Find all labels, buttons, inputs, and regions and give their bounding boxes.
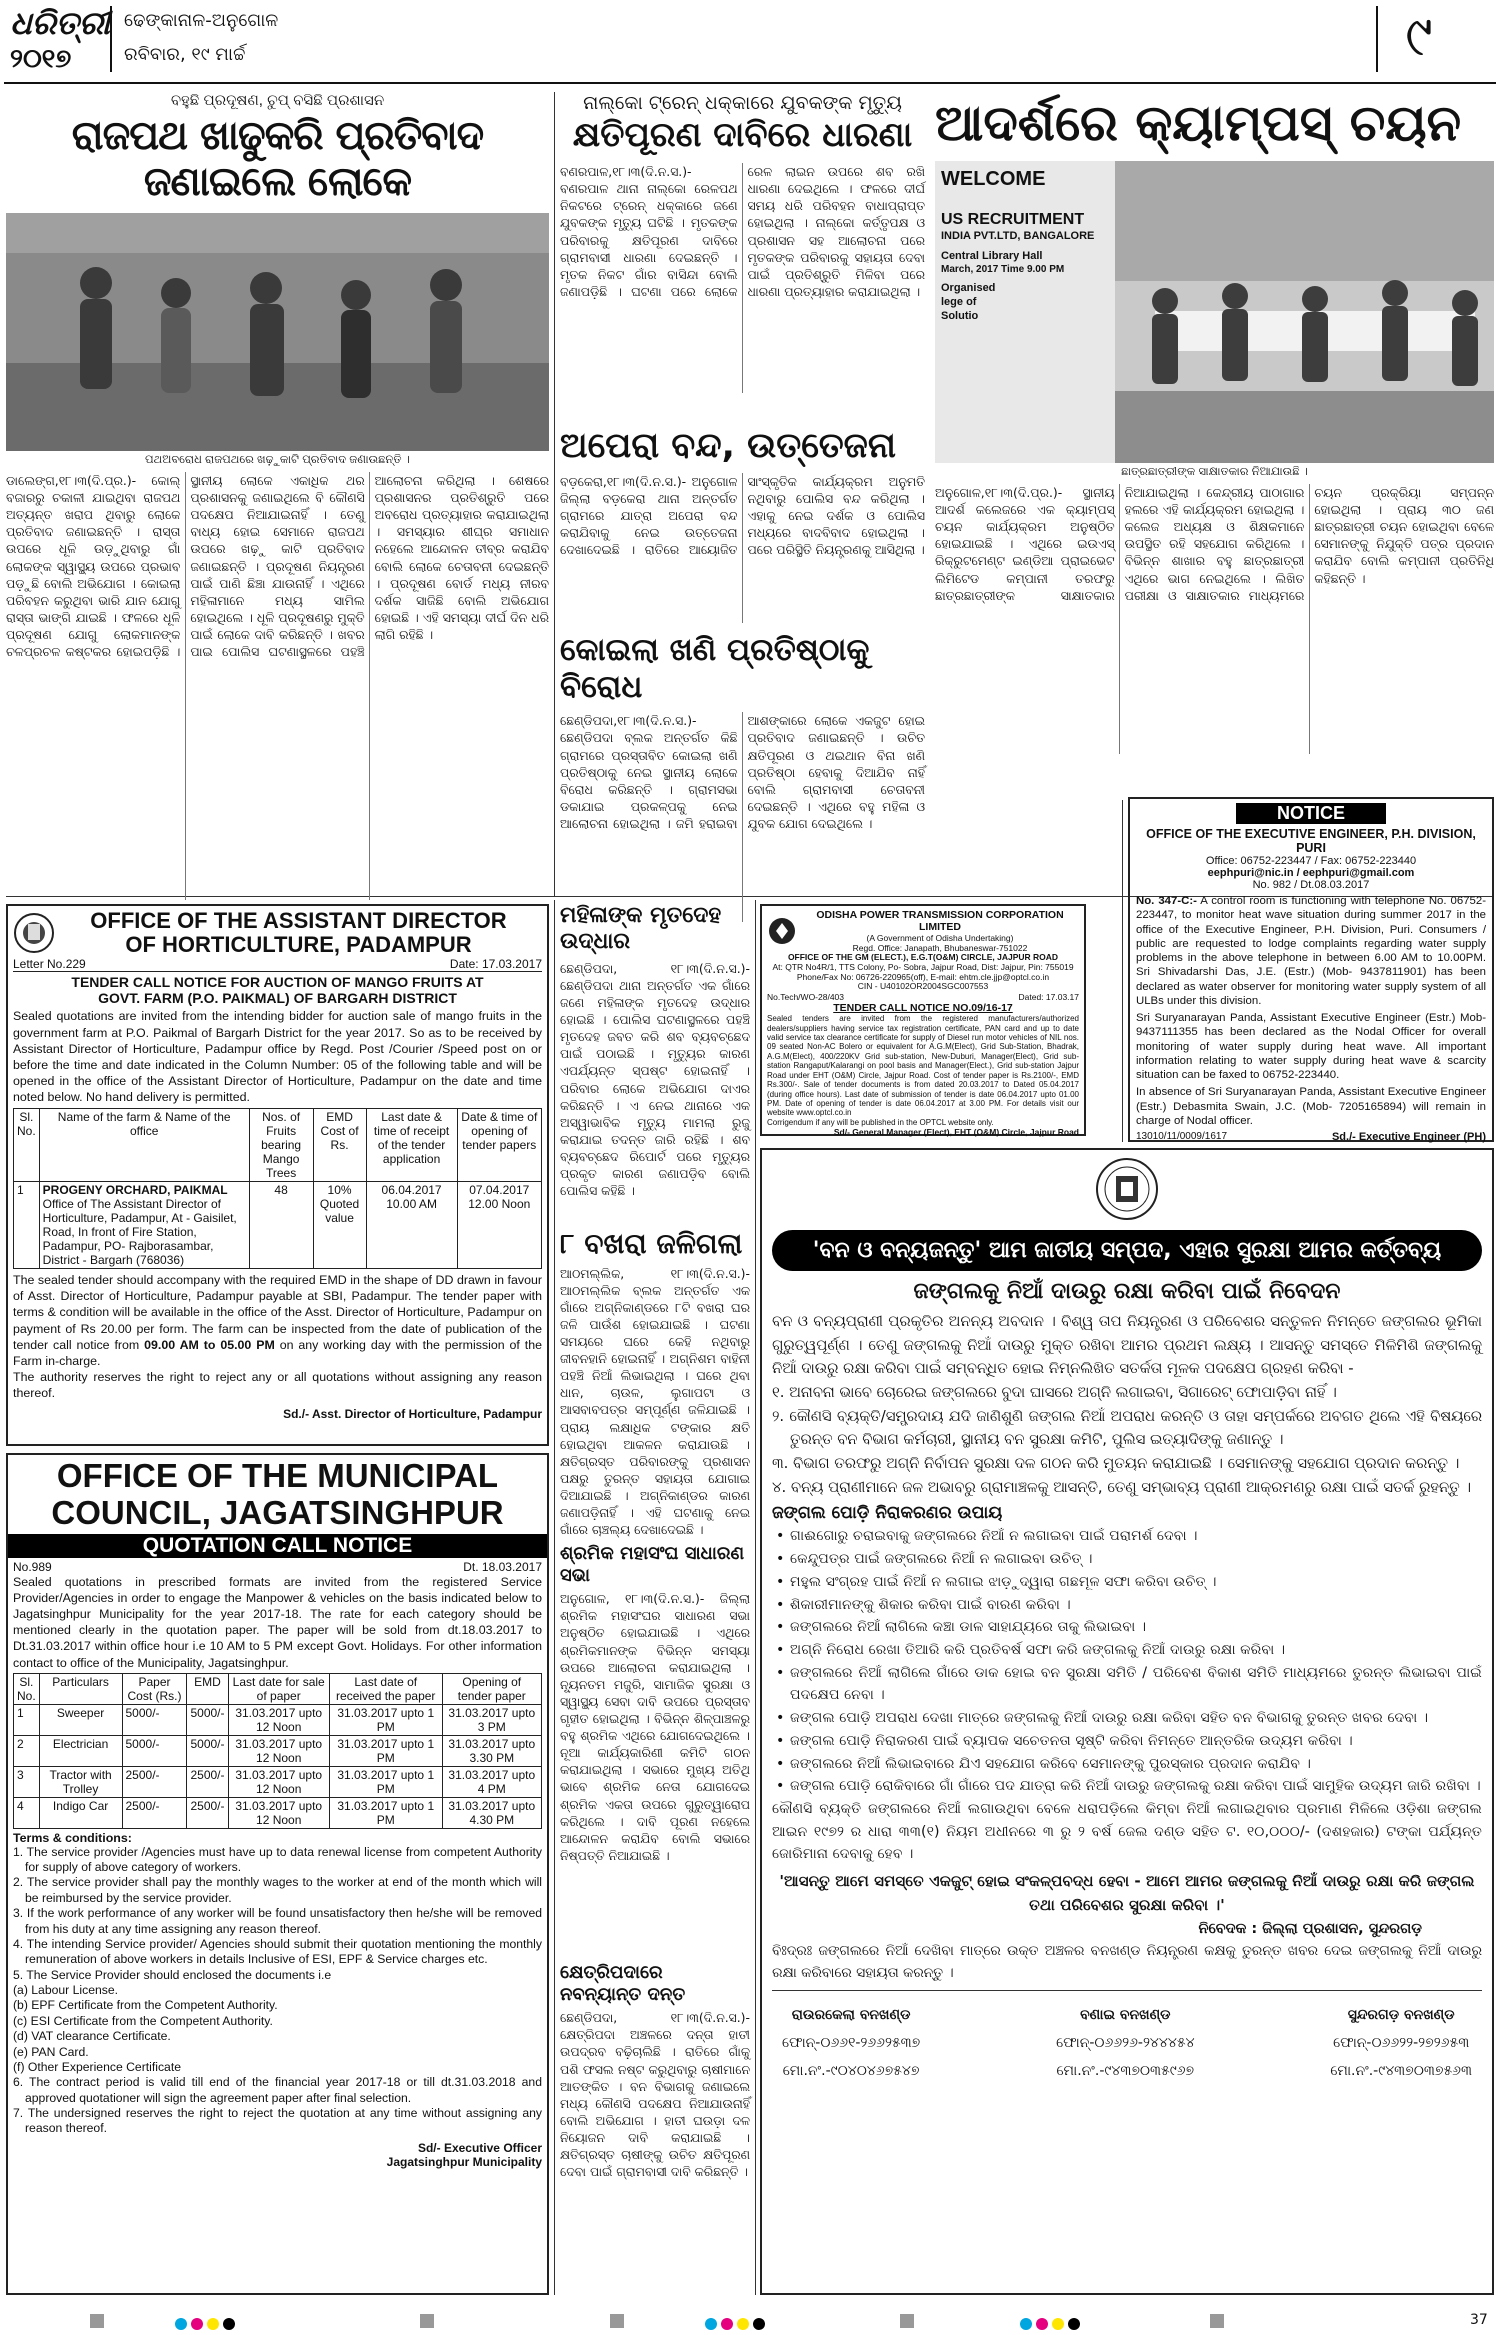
story3-body: ବଡ଼କେରା,୧୮।୩(ଦି.ନ.ସ.)- ଅନୁଗୋଳ ଜିଲ୍ଲା ବଡ଼କେରା ଥାନା ଅନ୍ତର୍ଗତ ଗ୍ରାମରେ ଯାତ୍ରା ଅପେରା ବନ୍ଦ କରାଯିବାକୁ ନେଇ ଉତ୍ତେଜନା ଦେଖାଦେଇଛି । ରାତିରେ ଆୟୋଜିତ ସାଂସ୍କୃତିକ କାର୍ଯ୍ୟକ୍ରମ ଅନୁମତି ନଥିବାରୁ ପୋଲିସ ବନ୍ଦ କରିଥିଲା । ଏହାକୁ ନେଇ ଦର୍ଶକ ଓ ପୋଲିସ ମଧ୍ୟରେ ବାଦବିବାଦ ହୋଇଥିଲା । ପରେ ପରିସ୍ଥିତି ନିୟନ୍ତ୍ରଣକୁ ଆସିଥିଲା ।	[560, 474, 925, 558]
muni-cell: 2500/-	[122, 1797, 187, 1828]
forest-ad-divisions	[772, 2001, 1482, 2085]
story4-headline: କୋଇଲା ଖଣି ପ୍ରତିଷ୍ଠାକୁ ବିରୋଧ	[560, 632, 870, 706]
muni-th-opening: Opening of tender paper	[442, 1673, 541, 1704]
forest-measure	[772, 1616, 1482, 1639]
yellow-swatch	[207, 2318, 219, 2330]
forest-measure-text: ଜଙ୍ଗଲରେ ନିଆଁ ଲାଗିଲେ କଞ୍ଚା ଡାଳ ସାହାଯ୍ୟରେ ତାକୁ ଲିଭାଇବା ।	[790, 1619, 1147, 1636]
terms-item: 1. The service provider /Agencies must have up to data renewal license from competent Authority for supply of above category of workers.	[13, 1844, 542, 1875]
forest-measure	[772, 1775, 1482, 1798]
optcl-signature: Sd/- General Manager (Elect), EHT (O&M) Circle, Jajpur Road	[833, 1126, 1079, 1137]
muni-cell: 31.03.2017 upto 3.30 PM	[442, 1735, 541, 1766]
story-coal-mine-protest	[560, 632, 925, 894]
terms-item: (d) VAT clearance Certificate.	[13, 2029, 171, 2044]
story1-caption: ପଥଅବରୋଧ ରାଜପଥରେ ଖଢ଼ୁକାଟି ପ୍ରତିବାଦ ଜଣାଉଛନ୍ତି ।	[145, 454, 410, 466]
muni-cell: 4	[14, 1797, 40, 1828]
muni-cell: 31.03.2017 upto 4 PM	[442, 1766, 541, 1797]
terms-item: 5. The Service Provider should enclosed the documents i.e	[13, 1967, 332, 1982]
horti-th-lastdate: Last date & time of receipt of the tender application	[366, 1109, 457, 1182]
story-labour-union-meeting	[560, 1543, 750, 1953]
story5-caption: ଛାତ୍ରଛାତ୍ରୀଙ୍କ ସାକ୍ଷାତକାର ନିଆଯାଉଛି ।	[1121, 466, 1308, 478]
campus-banner-company: INDIA PVT.LTD, BANGALORE	[941, 230, 1095, 242]
forest-ad-subtitle: ଜଙ୍ଗଲକୁ ନିଆଁ ଦାଉରୁ ରକ୍ଷା କରିବା ପାଇଁ ନିବେଦନ	[913, 1279, 1341, 1304]
forest-measure-text: ଜଙ୍ଗଲ ପୋଡ଼ି ରୋକିବାରେ ଗାଁ ଗାଁରେ ପଦ ଯାତ୍ରା କରି ନିଆଁ ଦାଉରୁ ଜଙ୍ଗଲକୁ ରକ୍ଷା କରିବା ପାଇଁ ସାମୁହିକ ଉଦ୍ୟମ ଜାରି ରଖିବା ।	[790, 1778, 1481, 1795]
forest-measure	[772, 1594, 1482, 1617]
division-phone: ଫୋନ୍-୦୬୬୨୬-୨୪୪୪୫୪	[1056, 2035, 1195, 2052]
bullet-icon: •	[776, 1778, 785, 1795]
terms-item: 3. If the work performance of any worker will be found unsatisfactory then he/she will be removed from his duty at any time assigning any reason thereof.	[13, 1906, 542, 1936]
notice-horti-title-line1: OFFICE OF THE ASSISTANT DIRECTOR	[90, 908, 507, 933]
print-registration-marks	[0, 2300, 1500, 2335]
story5-body: ଅନୁଗୋଳ,୧୮।୩(ଦି.ପ୍ର.)- ସ୍ଥାନୀୟ ଆଦର୍ଶ କଲେଜରେ ଏକ କ୍ୟାମ୍ପସ୍ ଚୟନ କାର୍ଯ୍ୟକ୍ରମ ଅନୁଷ୍ଠିତ ହୋଇଯାଇଛି । ଏଥିରେ ଇଉଏସ୍ ରିକ୍ରୁଟମେଣ୍ଟ ଇଣ୍ଡିଆ ପ୍ରାଇଭେଟ ଲିମିଟେଡ କମ୍ପାନୀ ତରଫରୁ ଛାତ୍ରଛାତ୍ରୀଙ୍କ ସାକ୍ଷାତକାର ନିଆଯାଇଥିଲା । କେନ୍ଦ୍ରୀୟ ପାଠାଗାର ହଲରେ ଏହି କାର୍ଯ୍ୟକ୍ରମ ହୋଇଥିଲା । କଲେଜ ଅଧ୍ୟକ୍ଷ ଓ ଶିକ୍ଷକମାନେ ଉପସ୍ଥିତ ରହି ସହଯୋଗ କରିଥିଲେ । ବିଭିନ୍ନ ଶାଖାର ବହୁ ଛାତ୍ରଛାତ୍ରୀ ଏଥିରେ ଭାଗ ନେଇଥିଲେ । ଲିଖିତ ପରୀକ୍ଷା ଓ ସାକ୍ଷାତକାର ମାଧ୍ୟମରେ ଚୟନ ପ୍ରକ୍ରିୟା ସମ୍ପନ୍ନ ହୋଇଥିଲା । ପ୍ରାୟ ୩୦ ଜଣ ଛାତ୍ରଛାତ୍ରୀ ଚୟନ ହୋଇଥିବା ବେଳେ ସେମାନଙ୍କୁ ନିଯୁକ୍ତି ପତ୍ର ପ୍ରଦାନ କରାଯିବ ବୋଲି କମ୍ପାନୀ ପ୍ରତିନିଧି କହିଛନ୍ତି ।	[935, 485, 1494, 603]
division-mobile: ମୋ.ନଂ.-୯୪୩୭୦୩୭୫୬୩	[1330, 2063, 1472, 2080]
division-sundargarh	[1330, 2001, 1472, 2085]
notice-municipal-table	[13, 1673, 542, 1829]
muni-cell: 31.03.2017 upto 1 PM	[329, 1735, 442, 1766]
notice-puri-body3: In absence of Sri Suryanarayan Panda, Assistant Executive Engineer (Estr.) Debasmita Swain, J.C. (Mob- 7205165894) will remain in charge of Nodal officer.	[1136, 1086, 1486, 1127]
grey-block	[420, 2314, 434, 2328]
muni-cell: 1	[14, 1704, 40, 1735]
optcl-tech-no: No.Tech/WO-28/403	[767, 992, 845, 1003]
forest-ad-issuer: ନିବେଦକ : ଜିଲ୍ଲା ପ୍ରଶାସନ, ସୁନ୍ଦରଗଡ଼	[1198, 1921, 1422, 1938]
grey-block	[900, 2314, 914, 2328]
optcl-title: ODISHA POWER TRANSMISSION CORPORATION LIMITED	[816, 909, 1064, 933]
table-row	[14, 1182, 542, 1269]
story2-body: ବଣରପାଳ,୧୮।୩(ଦି.ନ.ସ.)- ବଣରପାଳ ଥାନା ନାଲ୍‌କୋ ରେଳପଥ ନିକଟରେ ଟ୍ରେନ୍ ଧକ୍କାରେ ଜଣେ ଯୁବକଙ୍କ ମୃତ୍ୟୁ ଘଟିଛି । ମୃତକଙ୍କ ପରିବାରକୁ କ୍ଷତିପୂରଣ ଦାବିରେ ଗ୍ରାମବାସୀ ଧାରଣା ଦେଇଛନ୍ତି । ମୃତକ ନିକଟ ଗାଁର ବାସିନ୍ଦା ବୋଲି ଜଣାପଡ଼ିଛି । ଘଟଣା ପରେ ଲୋକେ ରେଳ ଲାଇନ ଉପରେ ଶବ ରଖି ଧାରଣା ଦେଇଥିଲେ । ଫଳରେ ଦୀର୍ଘ ସମୟ ଧରି ପରିବହନ ବାଧାପ୍ରାପ୍ତ ହୋଇଥିଲା । ନାଲ୍‌କୋ କର୍ତ୍ତୃପକ୍ଷ ଓ ପ୍ରଶାସନ ସହ ଆଲୋଚନା ପରେ ମୃତକଙ୍କ ପରିବାରକୁ ସହାୟତା ଦେବା ପାଇଁ ପ୍ରତିଶ୍ରୁତି ମିଳିବା ପରେ ଧାରଣା ପ୍ରତ୍ୟାହାର କରାଯାଇଥିଲା ।	[560, 164, 925, 299]
notice-puri-title: NOTICE	[1236, 803, 1386, 824]
story1-kicker: ବହୁଛି ପ୍ରଦୂଷଣ, ଚୁପ୍ ବସିଛି ପ୍ରଶାସନ	[170, 92, 385, 109]
notice-municipal-title-line2: COUNCIL, JAGATSINGHPUR	[51, 1493, 504, 1531]
division-phone: ଫୋନ୍-୦୬୬୧-୨୬୬୨୫୩୭	[782, 2035, 921, 2052]
notice-horti-body2: The sealed tender should accompany with the required EMD in the shape of DD drawn in favour of Asst. Director of Horticulture, Padampur payable at SBI, Padampur. The tender paper with terms & condition will be available in the office of the Asst. Director of Horticulture, Padampur on payment of Rs 20.00 per form. The farm can be inspected from the date of publication of the tender call notice from	[13, 1273, 542, 1352]
muni-cell: Tractor with Trolley	[39, 1766, 122, 1797]
bullet-icon: •	[776, 1755, 785, 1772]
table-row	[14, 1704, 542, 1735]
muni-th-particulars: Particulars	[39, 1673, 122, 1704]
story9-headline: କ୍ଷେତ୍ରିପଦାରେ ନବନ୍ୟାନ୍ତ ଦନ୍ତ	[560, 1962, 686, 2005]
campus-banner-time: March, 2017 Time 9.00 PM	[941, 263, 1065, 275]
bullet-icon: •	[776, 1573, 785, 1590]
bullet-icon: •	[776, 1528, 785, 1545]
campus-banner-organised: Organised	[941, 282, 996, 294]
forest-ad-legal: କୌଣସି ବ୍ୟକ୍ତି ଜଙ୍ଗଲରେ ନିଆଁ ଲଗାଉଥିବା ବେଳେ ଧରାପଡ଼ିଲେ କିମ୍ବା ନିଆଁ ଲଗାଇଥିବାର ପ୍ରମାଣ ମିଳିଲେ ଓଡ଼ିଶା ଜଙ୍ଗଲ ଆଇନ ୧୯୭୨ ର ଧାରା ୩୩(୧) ନିୟମ ଅଧୀନରେ ୩ ରୁ ୨ ବର୍ଷ ଜେଲ ଦଣ୍ଡ ସହିତ ଟ. ୧୦,୦୦୦/- (ଦଶହଜାର) ଟଙ୍କା ପର୍ଯ୍ୟନ୍ତ ଜୋରିମାନା ଦେବାକୁ ହେବ ।	[772, 1801, 1482, 1863]
forest-measure	[772, 1730, 1482, 1753]
forest-measure-text: ଜଙ୍ଗଲରେ ନିଆଁ ଲିଭାଇବାରେ ଯିଏ ସହଯୋଗ କରିବେ ସେମାନଙ୍କୁ ପୁରସ୍କାର ପ୍ରଦାନ କରାଯିବ ।	[790, 1755, 1311, 1772]
forest-measure	[772, 1548, 1482, 1571]
muni-cell: Electrician	[39, 1735, 122, 1766]
notice-municipal-terms-title: Terms & conditions:	[13, 1830, 132, 1845]
notice-horti-letter-no: Letter No.229	[13, 957, 86, 972]
muni-cell: Indigo Car	[39, 1797, 122, 1828]
horti-th-emd: EMD Cost of Rs.	[313, 1109, 366, 1182]
muni-cell: 2	[14, 1735, 40, 1766]
table-row	[14, 1735, 542, 1766]
masthead-edition: ଢେଙ୍କାନାଳ-ଅନୁଗୋଳ	[124, 10, 279, 31]
bullet-icon: •	[776, 1551, 785, 1568]
notice-horti-date: Date: 17.03.2017	[449, 957, 542, 972]
horti-farm-office: Office of The Assistant Director of Horticulture, Padampur, At - Gaisilet, Road, In front of Fire Station, Padampur, PO- Rajborasambar, District - Bargarh (768036)	[42, 1197, 237, 1268]
masthead-logo-sub: ୨୦୧୭	[10, 44, 72, 74]
forest-measure	[772, 1662, 1482, 1707]
optcl-cin: CIN - U40102OR2004SGC007553	[857, 981, 989, 992]
optcl-line3: Regd. Office: Janapath, Bhubaneswar-751022	[852, 943, 1028, 953]
forest-ad-measures-title: ଜଙ୍ଗଲ ପୋଡ଼ି ନିରାକରଣର ଉପାୟ	[772, 1503, 1003, 1524]
muni-cell: Sweeper	[39, 1704, 122, 1735]
black-swatch	[1068, 2318, 1080, 2330]
muni-th-received: Last date of received the paper	[329, 1673, 442, 1704]
notice-municipal-title-line1: OFFICE OF THE MUNICIPAL	[56, 1457, 499, 1494]
optcl-phone: Phone/Fax No: 06726-220965(off), E-mail: ehtm.cle.jjp@optcl.co.in	[796, 971, 1050, 982]
story-woman-body-recovered	[560, 903, 750, 1203]
story1-headline: ରାଜପଥ ଖାଢୁକରି ପ୍ରତିବାଦ ଜଣାଇଲେ ଲୋକେ	[71, 113, 484, 205]
bullet-icon: •	[776, 1619, 785, 1636]
muni-cell: 31.03.2017 upto 4.30 PM	[442, 1797, 541, 1828]
muni-cell: 31.03.2017 upto 12 Noon	[228, 1797, 329, 1828]
forest-point: ୪. ବନ୍ୟ ପ୍ରାଣୀମାନେ ଜଳ ଅଭାବରୁ ଗ୍ରାମାଞ୍ଚଳକୁ ଆସନ୍ତି, ତେଣୁ ସମ୍ଭାବ୍ୟ ପ୍ରାଣୀ ଆକ୍ରମଣରୁ ରକ୍ଷା ପାଇଁ ସତର୍କ ରୁହନ୍ତୁ ।	[772, 1478, 1472, 1496]
forest-ad-intro: ବନ ଓ ବନ୍ୟପ୍ରାଣୀ ପ୍ରକୃତିର ଅନନ୍ୟ ଅବଦାନ । ବିଶ୍ୱ ତାପ ନିୟନ୍ତ୍ରଣ ଓ ପରିବେଶର ସନ୍ତୁଳନ ନିମନ୍ତେ ଜଙ୍ଗଲର ଭୂମିକା ଗୁରୁତ୍ୱପୂର୍ଣ୍ଣ । ତେଣୁ ଜଙ୍ଗଲକୁ ନିଆଁ ଦାଉରୁ ମୁକ୍ତ ରଖିବା ଆମର ପ୍ରଥମ ଲକ୍ଷ୍ୟ । ଆସନ୍ତୁ ସମସ୍ତେ ମିଳିମିଶି ଜଙ୍ଗଲକୁ ନିଆଁ ଦାଉରୁ ରକ୍ଷା କରିବା ପାଇଁ ସମ୍ବନ୍ଧିତ ହୋଇ ନିମ୍ନଲିଖିତ ସତର୍କତା ମୂଳକ ପଦକ୍ଷେପ ଗ୍ରହଣ କରିବା -	[772, 1313, 1482, 1378]
notice-municipal-banner: QUOTATION CALL NOTICE	[8, 1534, 547, 1558]
story7-body: ଆଠମଲ୍ଲିକ, ୧୮।୩(ଦି.ନ.ସ.)- ଆଠମଲ୍ଲିକ ବ୍ଲକ ଅନ୍ତର୍ଗତ ଏକ ଗାଁରେ ଅଗ୍ନିକାଣ୍ଡରେ ୮ଟି ବଖରା ଘର ଜଳି ପାଉଁଶ ହୋଇଯାଇଛି । ଘଟଣା ସମୟରେ ଘରେ କେହି ନଥିବାରୁ ଜୀବନହାନି ହୋଇନାହିଁ । ଅଗ୍ନିଶମ ବାହିନୀ ପହଞ୍ଚି ନିଆଁ ଲିଭାଇଥିଲା । ଘରେ ଥିବା ଧାନ, ଚାଉଳ, ଲୁଗାପଟା ଓ ଆସବାବପତ୍ର ସମ୍ପୂର୍ଣ୍ଣ ଜଳିଯାଇଛି । ପ୍ରାୟ ଲକ୍ଷାଧିକ ଟଙ୍କାର କ୍ଷତି ହୋଇଥିବା ଆକଳନ କରାଯାଉଛି । କ୍ଷତିଗ୍ରସ୍ତ ପରିବାରଙ୍କୁ ପ୍ରଶାସନ ପକ୍ଷରୁ ତୁରନ୍ତ ସହାୟତା ଯୋଗାଇ ଦିଆଯାଇଛି । ଅଗ୍ନିକାଣ୍ଡର କାରଣ ଜଣାପଡ଼ିନାହିଁ । ଏହି ଘଟଣାକୁ ନେଇ ଗାଁରେ ଚାଞ୍ଚଲ୍ୟ ଦେଖାଦେଇଛି ।	[560, 1265, 750, 1538]
bullet-icon: •	[776, 1641, 785, 1658]
story-houses-burnt	[560, 1227, 750, 1537]
muni-cell: 3	[14, 1766, 40, 1797]
story1-body: ଡାଲେଙ୍ଗ,୧୮।୩(ଦି.ପ୍ର.)- କୋଲ୍ ବଜାରରୁ ଚକାଳୀ ଯାଇଥିବା ରାଜପଥ ଅତ୍ୟନ୍ତ ଖରାପ ଥିବାରୁ ଲୋକେ ପ୍ରତିବାଦ ଜଣାଇଛନ୍ତି । ରାସ୍ତା ଉପରେ ଧୂଳି ଉଡ଼ୁଥିବାରୁ ଗାଁ ଲୋକଙ୍କ ସ୍ୱାସ୍ଥ୍ୟ ଉପରେ ପ୍ରଭାବ ପଡ଼ୁଛି ବୋଲି ଅଭିଯୋଗ । କୋଇଲା ପରିବହନ କରୁଥିବା ଭାରି ଯାନ ଯୋଗୁ ରାସ୍ତା ଭାଙ୍ଗି ଯାଇଛି । ଫଳରେ ଧୂଳି ପ୍ରଦୂଷଣ ଯୋଗୁ ଲୋକମାନଙ୍କ ଚଳପ୍ରଚଳ କଷ୍ଟକର ହୋଇପଡ଼ିଛି । ସ୍ଥାନୀୟ ଲୋକେ ଏକାଧିକ ଥର ପ୍ରଶାସନକୁ ଜଣାଇଥିଲେ ବି କୌଣସି ପଦକ୍ଷେପ ନିଆଯାଇନାହିଁ । ତେଣୁ ବାଧ୍ୟ ହୋଇ ସେମାନେ ରାଜପଥ ଉପରେ ଖଢ଼ୁ କାଟି ପ୍ରତିବାଦ ଜଣାଇଛନ୍ତି । ପ୍ରଦୂଷଣ ନିୟନ୍ତ୍ରଣ ପାଇଁ ପାଣି ଛିଞ୍ଚା ଯାଉନାହିଁ । ଏଥିରେ ମହିଳାମାନେ ମଧ୍ୟ ସାମିଲ ହୋଇଥିଲେ । ଧୂଳି ପ୍ରଦୂଷଣରୁ ମୁକ୍ତି ପାଇଁ ଲୋକେ ଦାବି କରିଛନ୍ତି । ଖବର ପାଇ ପୋଲିସ ଘଟଣାସ୍ଥଳରେ ପହଞ୍ଚି ଆଲୋଚନା କରିଥିଲା । ଶେଷରେ ପ୍ରଶାସନର ପ୍ରତିଶ୍ରୁତି ପରେ ଅବରୋଧ ପ୍ରତ୍ୟାହାର କରାଯାଇଥିଲା । ସମସ୍ୟାର ଶୀଘ୍ର ସମାଧାନ ନହେଲେ ଆନ୍ଦୋଳନ ତୀବ୍ର କରାଯିବ ବୋଲି ଲୋକେ ଚେତାବନୀ ଦେଇଛନ୍ତି । ପ୍ରଦୂଷଣ ବୋର୍ଡ ମଧ୍ୟ ନୀରବ ଦର୍ଶକ ସାଜିଛି ବୋଲି ଅଭିଯୋଗ ହୋଇଛି । ଏହି ସମସ୍ୟା ଦୀର୍ଘ ଦିନ ଧରି ଲାଗି ରହିଛି ।	[6, 473, 549, 660]
forest-ad-points	[772, 1381, 1482, 1499]
magenta-swatch	[1036, 2318, 1048, 2330]
black-swatch	[753, 2318, 765, 2330]
magenta-swatch	[721, 2318, 733, 2330]
division-bonai	[1056, 2001, 1194, 2085]
horti-cell-lastdate: 06.04.2017 10.00 AM	[366, 1182, 457, 1269]
horti-cell-sl: 1	[14, 1182, 40, 1269]
grey-block	[1210, 2314, 1224, 2328]
forest-measure-text: ଶିକାରୀମାନଙ୍କୁ ଶିକାର କରିବା ପାଇଁ ବାରଣ କରିବା ।	[790, 1596, 1071, 1613]
notice-horti-subtitle-line1: TENDER CALL NOTICE FOR AUCTION OF MANGO FRUITS AT	[71, 974, 484, 991]
terms-item: 4. The intending Service provider/ Agencies should submit their quotation mentioning the monthly remuneration of above workers in details Inclusive of ESI, EPF & Service charges etc.	[13, 1936, 542, 1967]
cyan-swatch	[175, 2318, 187, 2330]
notice-puri-body1-lead: No. 347-C:-	[1136, 895, 1197, 907]
optcl-line2: (A Government of Odisha Undertaking)	[866, 933, 1014, 943]
yellow-swatch	[1052, 2318, 1064, 2330]
muni-cell: 31.03.2017 upto 1 PM	[329, 1704, 442, 1735]
protest-photo-illustration	[6, 213, 549, 451]
notice-horti-body1: Sealed quotations are invited from the intending bidder for auction sale of mango fruits in the government farm at P.O. Paikmal of Bargarh District for the year 2017. So as to be received by Assistant Director of Horticulture, Padampur office by Regd. Post /Courier /Speed post on or before the time and date indicated in the Column Number: 05 of the following table and will be opened in the office of the Assistant Director of Horticulture, Padampur on the date and time noted below. No hand delivery is permitted.	[13, 1009, 542, 1104]
forest-ad-measures	[772, 1525, 1482, 1798]
grey-block	[610, 2314, 624, 2328]
division-name: ସୁନ୍ଦରଗଡ଼ ବନଖଣ୍ଡ	[1347, 2007, 1455, 2024]
optcl-body: Sealed tenders are invited from the registered manufacturers/authorized dealers/suppliers having service tax registration certificate, PAN card and up to date valid service tax clearance certificate for supply of Diesel run motor vehicles of NIL nos. 09 seated Non-AC Bolero or equivalent for A.G.M(Elect), Grid Sub-Station, Bhadrak, A.G.M(Elect), 400/220KV Grid sub-station, New-Duburi, Manager(Elect), Grid sub-station Rangaput/Kalarangi on pool basis and Manager(Elect.), Grid sub-station Jajpur Road under EHT (O&M) Circle, Jajpur Road. Cost of tender paper is Rs.2100/-, EMD Rs.300/-. Sale of tender documents is from dated 20.03.2017 to Dated 05.04.2017 (during office hours). Last date of submission of tender is date 06.04.2017 upto 01.00 PM. Date of opening of tender is date 06.04.2017 at 3.00 PM. For details visit our website www.optcl.co.in	[767, 1014, 1079, 1118]
odisha-emblem-icon	[13, 912, 55, 954]
bullet-icon: •	[776, 1710, 785, 1727]
division-rourkela	[782, 2001, 920, 2085]
notice-municipal-date: Dt. 18.03.2017	[463, 1559, 542, 1574]
story1-photo	[6, 213, 549, 451]
masthead-date: ରବିବାର, ୧୯ ମାର୍ଚ୍ଚ	[124, 44, 246, 65]
terms-item: (f) Other Experience Certificate	[13, 2059, 181, 2074]
terms-item: 6. The contract period is valid till end of the financial year 2017-18 or till dt.31.03.2018 and approved quotationer will sign the agreement paper after final selection.	[13, 2075, 542, 2105]
horti-cell-opening: 07.04.2017 12.00 Noon	[457, 1182, 541, 1269]
muni-th-sl: Sl. No.	[14, 1673, 40, 1704]
story5-photo	[935, 161, 1494, 463]
muni-cell: 2500/-	[187, 1766, 228, 1797]
forest-measure	[772, 1707, 1482, 1730]
forest-measure	[772, 1639, 1482, 1662]
forest-measure-text: ଗାଈଗୋରୁ ଚରାଇବାକୁ ଜଙ୍ଗଲରେ ନିଆଁ ନ ଲଗାଇବା ପାଇଁ ପରାମର୍ଶ ଦେବା ।	[790, 1528, 1198, 1545]
page-number: ୯	[1405, 4, 1433, 69]
notice-municipal-signature1: Sd/- Executive Officer	[417, 2140, 542, 2155]
story-elephant-menace	[560, 1962, 750, 2292]
forest-measure-text: ଅଗ୍ନି ନିରୋଧ ରେଖା ତିଆରି କରି ପ୍ରତିବର୍ଷ ସଫା କରି ଜଙ୍ଗଲକୁ ନିଆଁ ଦାଉରୁ ରକ୍ଷା କରିବା ।	[790, 1641, 1286, 1658]
bullet-icon: •	[776, 1596, 785, 1613]
notice-municipal-jagatsinghpur	[6, 1453, 549, 2295]
forest-point: ୧. ଅନାବନା ଭାବେ ଚୋରେଇ ଜଙ୍ଗଲରେ ବୁଦା ଘାସରେ ଅଗ୍ନି ଲଗାଇବା, ସିଗାରେଟ୍ ଫୋପାଡ଼ିବା ନାହିଁ ।	[772, 1384, 1337, 1402]
muni-cell: 5000/-	[187, 1735, 228, 1766]
horti-th-farm: Name of the farm & Name of the office	[39, 1109, 249, 1182]
forest-measure	[772, 1753, 1482, 1776]
campus-banner-solution: Solutio	[941, 309, 979, 322]
optcl-logo-icon	[767, 916, 797, 946]
notice-horti-title-line2: OF HORTICULTURE, PADAMPUR	[125, 932, 472, 958]
optcl-dated: Dated: 17.03.17	[1018, 992, 1079, 1003]
horti-cell-trees: 48	[249, 1182, 313, 1269]
muni-cell: 2500/-	[187, 1797, 228, 1828]
notice-horticulture-padampur	[6, 904, 549, 1446]
story2-kicker: ନାଲ୍‌କୋ ଟ୍ରେନ୍ ଧକ୍କାରେ ଯୁବକଙ୍କ ମୃତ୍ୟୁ	[583, 92, 902, 114]
story8-body: ଅନୁଗୋଳ, ୧୮।୩(ଦି.ନ.ସ.)- ଜିଲ୍ଲା ଶ୍ରମିକ ମହାସଂଘର ସାଧାରଣ ସଭା ଅନୁଷ୍ଠିତ ହୋଇଯାଇଛି । ଏଥିରେ ଶ୍ରମିକମାନଙ୍କ ବିଭିନ୍ନ ସମସ୍ୟା ଉପରେ ଆଲୋଚନା କରାଯାଇଥିଲା । ନ୍ୟୂନତମ ମଜୁରି, ସାମାଜିକ ସୁରକ୍ଷା ଓ ସ୍ୱାସ୍ଥ୍ୟ ସେବା ଦାବି ଉପରେ ପ୍ରସ୍ତାବ ଗୃହୀତ ହୋଇଥିଲା । ବିଭିନ୍ନ ଶିଳ୍ପାଞ୍ଚଳରୁ ବହୁ ଶ୍ରମିକ ଏଥିରେ ଯୋଗଦେଇଥିଲେ । ନୂଆ କାର୍ଯ୍ୟକାରିଣୀ କମିଟି ଗଠନ କରାଯାଇଥିଲା । ସଭାରେ ମୁଖ୍ୟ ଅତିଥି ଭାବେ ଶ୍ରମିକ ନେତା ଯୋଗଦେଇ ଶ୍ରମିକ ଏକତା ଉପରେ ଗୁରୁତ୍ୱାରୋପ କରିଥିଲେ । ଦାବି ପୂରଣ ନହେଲେ ଆନ୍ଦୋଳନ କରାଯିବ ବୋଲି ସଭାରେ ନିଷ୍ପତ୍ତି ନିଆଯାଇଛି ।	[560, 1591, 750, 1863]
notice-municipal-signature2: Jagatsinghpur Municipality	[386, 2154, 542, 2169]
muni-th-cost: Paper Cost (Rs.)	[122, 1673, 187, 1704]
muni-cell: 31.03.2017 upto 12 Noon	[228, 1766, 329, 1797]
notice-municipal-body: Sealed quotations in prescribed formats are invited from the registered Service Provider/Agencies in order to engage the Manpower & vehicles on the basis indicated below to Jagatsinghpur Municipality for the year 2017-18. The rate for each category should be mentioned clearly in the quotation paper. The paper will be sold from dt.18.03.2017 to Dt.31.03.2017 within office hour i.e 10 AM to 5 PM except Govt. Holidays. For other information contact to office of the Municipality, Jagatsinghpur.	[13, 1574, 542, 1670]
horti-th-trees: Nos. of Fruits bearing Mango Trees	[249, 1109, 313, 1182]
campus-banner-college: lege of	[941, 295, 977, 308]
notice-puri-body2: Sri Suryanarayan Panda, Assistant Executive Engineer (Estr.) Mob- 9437111355 has been declared as the Nodal Officer for overall monitoring of water supply during heat wave. All important information relating to water supply during heat wave & scarcity situation can be faxed to 06752-223440.	[1136, 1012, 1486, 1081]
muni-th-emd: EMD	[187, 1673, 228, 1704]
division-mobile: ମୋ.ନଂ.-୯୪୩୭୦୩୫୯୬୭	[1056, 2063, 1195, 2080]
terms-item: 2. The service provider shall pay the monthly wages to the worker at end of the month which will be reimbursed by the service provider.	[13, 1875, 542, 1905]
muni-cell: 31.03.2017 upto 12 Noon	[228, 1704, 329, 1735]
story4-body: ଛେଣ୍ଡିପଦା,୧୮।୩(ଦି.ନ.ସ.)- ଛେଣ୍ଡିପଦା ବ୍ଲକ ଅନ୍ତର୍ଗତ କିଛି ଗ୍ରାମରେ ପ୍ରସ୍ତାବିତ କୋଇଲା ଖଣି ପ୍ରତିଷ୍ଠାକୁ ନେଇ ସ୍ଥାନୀୟ ଲୋକେ ବିରୋଧ କରିଛନ୍ତି । ଗ୍ରାମସଭା ଡକାଯାଇ ପ୍ରକଳ୍ପକୁ ନେଇ ଆଲୋଚନା ହୋଇଥିଲା । ଜମି ହରାଇବା ଆଶଙ୍କାରେ ଲୋକେ ଏକଜୁଟ ହୋଇ ପ୍ରତିବାଦ ଜଣାଇଛନ୍ତି । ଉଚିତ କ୍ଷତିପୂରଣ ଓ ଥଇଥାନ ବିନା ଖଣି ପ୍ରତିଷ୍ଠା ହେବାକୁ ଦିଆଯିବ ନାହିଁ ବୋଲି ଗ୍ରାମବାସୀ ଚେତାବନୀ ଦେଇଛନ୍ତି । ଏଥିରେ ବହୁ ମହିଳା ଓ ଯୁବକ ଯୋଗ ଦେଇଥିଲେ ।	[560, 713, 925, 832]
forest-point: ୨. କୌଣସି ବ୍ୟକ୍ତି/ସମ୍ପ୍ରଦାୟ ଯଦି ଜାଣିଶୁଣି ଜଙ୍ଗଲ ନିଆଁ ଅପରାଧ କରନ୍ତି ଓ ତାହା ସମ୍ପର୍କରେ ଅବଗତ ଥିଲେ ଏହି ବିଷୟରେ ତୁରନ୍ତ ବନ ବିଭାଗ କର୍ମଚାରୀ, ସ୍ଥାନୀୟ ବନ ସୁରକ୍ଷା କମିଟି, ପୁଲିସ ଇତ୍ୟାଦିଙ୍କୁ ଜଣାନ୍ତୁ ।	[772, 1407, 1482, 1449]
campus-banner-welcome: WELCOME	[941, 168, 1046, 190]
notice-horti-body2-wrap	[13, 1272, 542, 1369]
notice-puri-number: No. 982 / Dt.08.03.2017	[1252, 879, 1370, 891]
forest-point: ୩. ବିଭାଗ ତରଫରୁ ଅଗ୍ନି ନିର୍ବାପନ ସୁରକ୍ଷା ଦଳ ଗଠନ କରି ମୁତୟନ କରାଯାଇଛି । ସେମାନଙ୍କୁ ସହଯୋଗ ପ୍ରଦାନ କରନ୍ତୁ ।	[772, 1455, 1460, 1473]
notice-puri-ref: 13010/11/0009/1617	[1136, 1131, 1228, 1142]
muni-cell: 31.03.2017 upto 3 PM	[442, 1704, 541, 1735]
notice-horti-body2-end: on any working day with the permission of the Farm in-charge.	[13, 1337, 542, 1368]
terms-item: 7. The undersigned reserves the right to reject the quotation at any time without assigning any reason thereof.	[13, 2106, 542, 2136]
campus-banner	[941, 167, 1111, 323]
story7-headline: ୮ ବଖରା ଜଳିଗଲା	[560, 1227, 743, 1260]
horti-cell-farm	[39, 1182, 249, 1269]
notice-puri-signature: Sd./- Executive Engineer (PH)	[1331, 1131, 1486, 1143]
odisha-state-emblem-icon	[1092, 1156, 1162, 1222]
story9-body: ଛେଣ୍ଡିପଦା, ୧୮।୩(ଦି.ନ.ସ.)- କ୍ଷେତ୍ରିପଦା ଅଞ୍ଚଳରେ ଦନ୍ତା ହାତୀ ଉପଦ୍ରବ ବଢ଼ିଚାଲିଛି । ରାତିରେ ଗାଁକୁ ପଶି ଫସଲ ନଷ୍ଟ କରୁଥିବାରୁ ଚାଷୀମାନେ ଆତଙ୍କିତ । ବନ ବିଭାଗକୁ ଜଣାଇଲେ ମଧ୍ୟ କୌଣସି ପଦକ୍ଷେପ ନିଆଯାଉନାହିଁ ବୋଲି ଅଭିଯୋଗ । ହାତୀ ଘଉଡ଼ା ଦଳ ନିୟୋଜନ ଦାବି କରାଯାଇଛି । କ୍ଷତିଗ୍ରସ୍ତ ଚାଷୀଙ୍କୁ ଉଚିତ କ୍ଷତିପୂରଣ ଦେବା ପାଇଁ ଗ୍ରାମବାସୀ ଦାବି କରିଛନ୍ତି ।	[560, 2010, 750, 2180]
notice-horti-body2-bold: 09.00 AM to 05.00 PM	[139, 1337, 275, 1352]
muni-cell: 5000/-	[122, 1735, 187, 1766]
forest-measure-text: କେନ୍ଦୁପତ୍ର ପାଇଁ ଜଙ୍ଗଲରେ ନିଆଁ ନ ଲଗାଇବା ଉଚିତ୍ ।	[790, 1551, 1093, 1568]
notice-puri-contact: Office: 06752-223447 / Fax: 06752-223440	[1205, 855, 1417, 867]
forest-measure-text: ଜଙ୍ଗଲ ପୋଡ଼ି ନିରାକରଣ ପାଇଁ ବ୍ୟାପକ ସଚେତନତା ସୃଷ୍ଟି କରିବା ନିମନ୍ତେ ଆନ୍ତରିକ ଉଦ୍ୟମ କରିବା ।	[790, 1732, 1353, 1749]
division-phone: ଫୋନ୍-୦୬୬୨୨-୨୭୨୬୫୩	[1333, 2035, 1470, 2052]
notice-puri-ph-division	[1128, 797, 1494, 1142]
forest-measure	[772, 1525, 1482, 1548]
campus-banner-venue: Central Library Hall	[941, 249, 1043, 262]
forest-measure-text: ଜଙ୍ଗଲରେ ନିଆଁ ଲାଗିଲେ ଗାଁରେ ଡାକ ହୋଇ ବନ ସୁରକ୍ଷା ସମିତି / ପରିବେଶ ବିକାଶ ସମିତି ମାଧ୍ୟମରେ ତୁରନ୍ତ ଲିଭାଇବା ପାଇଁ ପଦକ୍ଷେପ ନେବା ।	[790, 1664, 1482, 1704]
muni-cell: 5000/-	[187, 1704, 228, 1735]
notice-horti-body3: The authority reserves the right to reject any or all quotations without assigning any reason thereof.	[13, 1369, 542, 1400]
forest-measure	[772, 1571, 1482, 1594]
magenta-swatch	[191, 2318, 203, 2330]
masthead	[0, 0, 1500, 82]
story-campus-selection	[935, 96, 1494, 826]
division-mobile: ମୋ.ନଂ.-୯୦୪୦୪୬୭୫୪୭	[782, 2063, 920, 2080]
muni-cell: 31.03.2017 upto 12 Noon	[228, 1735, 329, 1766]
story2-headline: କ୍ଷତିପୂରଣ ଦାବିରେ ଧାରଣା	[572, 115, 913, 155]
notice-horti-subtitle-line2: GOVT. FARM (P.O. PAIKMAL) OF BARGARH DISTRICT	[98, 990, 457, 1007]
table-row	[14, 1766, 542, 1797]
forest-ad-footnote: ବିଃଦ୍ରଃ ଜଙ୍ଗଲରେ ନିଆଁ ଦେଖିବା ମାତ୍ରେ ଉକ୍ତ ଅଞ୍ଚଳର ବନଖଣ୍ଡ ନିୟନ୍ତ୍ରଣ କକ୍ଷକୁ ତୁରନ୍ତ ଖବର ଦେଇ ଜଙ୍ଗଲକୁ ନିଆଁ ଦାଉରୁ ରକ୍ଷା କରିବାରେ ସହାୟତା କରନ୍ତୁ ।	[772, 1941, 1482, 1991]
yellow-swatch	[737, 2318, 749, 2330]
forest-ad-slogan: 'ଆସନ୍ତୁ ଆମେ ସମସ୍ତେ ଏକଜୁଟ୍ ହୋଇ ସଂକଳ୍ପବଦ୍ଧ ହେବା - ଆମେ ଆମର ଜଙ୍ଗଲକୁ ନିଆଁ ଦାଉରୁ ରକ୍ଷା କରି ଜଙ୍ଗଲ ତଥା ପରିବେଶର ସୁରକ୍ଷା କରିବା ।'	[779, 1872, 1475, 1914]
terms-item: (b) EPF Certificate from the Competent Authority.	[13, 1998, 278, 2013]
story-opera-closed	[560, 425, 925, 630]
story3-headline: ଅପେରା ବନ୍ଦ, ଉତ୍ତେଜନା	[560, 426, 897, 466]
masthead-logo: ଧରିତ୍ରୀ	[10, 4, 110, 42]
footer-page-number: 37	[1470, 2312, 1488, 2328]
optcl-office: OFFICE OF THE GM (ELECT.), E.G.T(O&M) CIRCLE, JAJPUR ROAD	[787, 952, 1059, 962]
notice-horti-signature: Sd./- Asst. Director of Horticulture, Padampur	[283, 1407, 542, 1422]
horti-th-sl: Sl. No.	[14, 1109, 40, 1182]
story6-headline: ମହିଳାଙ୍କ ମୃତଦେହ ଉଦ୍ଧାର	[560, 903, 722, 955]
story6-body: ଛେଣ୍ଡିପଦା, ୧୮।୩(ଦି.ନ.ସ.)- ଛେଣ୍ଡିପଦା ଥାନା ଅନ୍ତର୍ଗତ ଏକ ଗାଁରେ ଜଣେ ମହିଳାଙ୍କ ମୃତଦେହ ଉଦ୍ଧାର ହୋଇଛି । ପୋଲିସ ଘଟଣାସ୍ଥଳରେ ପହଞ୍ଚି ମୃତଦେହ ଜବତ କରି ଶବ ବ୍ୟବଚ୍ଛେଦ ପାଇଁ ପଠାଇଛି । ମୃତ୍ୟୁର କାରଣ ଏପର୍ଯ୍ୟନ୍ତ ସ୍ପଷ୍ଟ ହୋଇନାହିଁ । ପରିବାର ଲୋକେ ଅଭିଯୋଗ ଦାଏର କରିଛନ୍ତି । ଏ ନେଇ ଥାନାରେ ଏକ ଅସ୍ୱାଭାବିକ ମୃତ୍ୟୁ ମାମଲା ରୁଜୁ କରାଯାଇ ତଦନ୍ତ ଜାରି ରହିଛି । ଶବ ବ୍ୟବଚ୍ଛେଦ ରିପୋର୍ଟ ପରେ ମୃତ୍ୟୁର ପ୍ରକୃତ କାରଣ ଜଣାପଡ଼ିବ ବୋଲି ପୋଲିସ କହିଛି ।	[560, 960, 750, 1199]
cyan-swatch	[705, 2318, 717, 2330]
cyan-swatch	[1020, 2318, 1032, 2330]
notice-municipal-terms	[13, 1845, 542, 2137]
campus-banner-title: US RECRUITMENT	[941, 211, 1085, 228]
story8-headline: ଶ୍ରମିକ ମହାସଂଘ ସାଧାରଣ ସଭା	[560, 1543, 745, 1586]
forest-measure-text: ମହୁଲ ସଂଗ୍ରହ ପାଇଁ ନିଆଁ ନ ଲଗାଇ ଝାଡ଼ୁଦ୍ୱାରା ଗଛମୂଳ ସଫା କରିବା ଉଚିତ୍ ।	[790, 1573, 1217, 1590]
horti-farm-name: PROGENY ORCHARD, PAIKMAL	[42, 1183, 228, 1198]
optcl-address: At: QTR No4R/1, TTS Colony, Po- Sobra, Jajpur Road, Dist: Jajpur, Pin: 755019	[772, 961, 1074, 972]
story5-headline: ଆଦର୍ଶରେ କ୍ୟାମ୍ପସ୍ ଚୟନ	[935, 94, 1462, 152]
muni-cell: 31.03.2017 upto 1 PM	[329, 1766, 442, 1797]
forest-ad-banner: 'ବନ ଓ ବନ୍ୟଜନ୍ତୁ' ଆମ ଜାତୀୟ ସମ୍ପଦ, ଏହାର ସୁରକ୍ଷା ଆମର କର୍ତ୍ତବ୍ୟ	[772, 1230, 1482, 1271]
bullet-icon: •	[776, 1664, 785, 1681]
notice-optcl-tender	[760, 904, 1086, 1136]
notice-puri-email: eephpuri@nic.in / eephpuri@gmail.com	[1207, 867, 1415, 879]
optcl-tender-title: TENDER CALL NOTICE NO.09/16-17	[833, 1002, 1013, 1015]
terms-item: (a) Labour License.	[13, 1983, 119, 1998]
terms-item: (e) PAN Card.	[13, 2044, 89, 2059]
notice-municipal-number: No.989	[13, 1559, 52, 1574]
story-road-protest	[6, 92, 549, 892]
table-row	[14, 1797, 542, 1828]
notice-puri-body1: A control room is functioning with telephone No. 06752-223447, to monitor heat wave situation during summer 2017 in the office of the Executive Engineer, P.H. Division, Puri. Consumers / public are requested to lodge complaints regarding water supply problems in the above telephone in between 6.00 AM to 10.00PM. Sri Shivadarshi Das, J.E. (Estr.) (Mob- 9437811901) has been declared as water observer for monitoring water supply system of all ULBs under this division.	[1136, 895, 1486, 1007]
story-train-accident	[560, 92, 925, 422]
division-name: ବଣାଇ ବନଖଣ୍ଡ	[1080, 2007, 1171, 2024]
horti-cell-emd: 10% Quoted value	[313, 1182, 366, 1269]
muni-cell: 2500/-	[122, 1766, 187, 1797]
black-swatch	[223, 2318, 235, 2330]
horti-th-opening: Date & time of opening of tender papers	[457, 1109, 541, 1182]
muni-cell: 5000/-	[122, 1704, 187, 1735]
forest-measure-text: ଜଙ୍ଗଲ ପୋଡ଼ି ଅପରାଧ ଦେଖା ମାତ୍ରେ ଜଙ୍ଗଲକୁ ନିଆଁ ଦାଉରୁ ରକ୍ଷା କରିବା ସହିତ ବନ ବିଭାଗକୁ ତୁରନ୍ତ ଖବର ଦେବା ।	[790, 1710, 1429, 1727]
division-name: ରାଉରକେଲା ବନଖଣ୍ଡ	[791, 2007, 911, 2024]
bullet-icon: •	[776, 1732, 785, 1749]
muni-cell: 31.03.2017 upto 1 PM	[329, 1797, 442, 1828]
muni-th-sale: Last date for sale of paper	[228, 1673, 329, 1704]
notice-horti-table	[13, 1108, 542, 1269]
forest-fire-ad	[760, 1148, 1494, 2295]
terms-item: (c) ESI Certificate from the Competent Authority.	[13, 2013, 273, 2028]
optcl-corrigendum: Corrigendum if any will be published in the OPTCL website only.	[767, 1117, 994, 1127]
grey-block	[90, 2314, 104, 2328]
notice-puri-office: OFFICE OF THE EXECUTIVE ENGINEER, P.H. DIVISION, PURI	[1146, 827, 1476, 855]
